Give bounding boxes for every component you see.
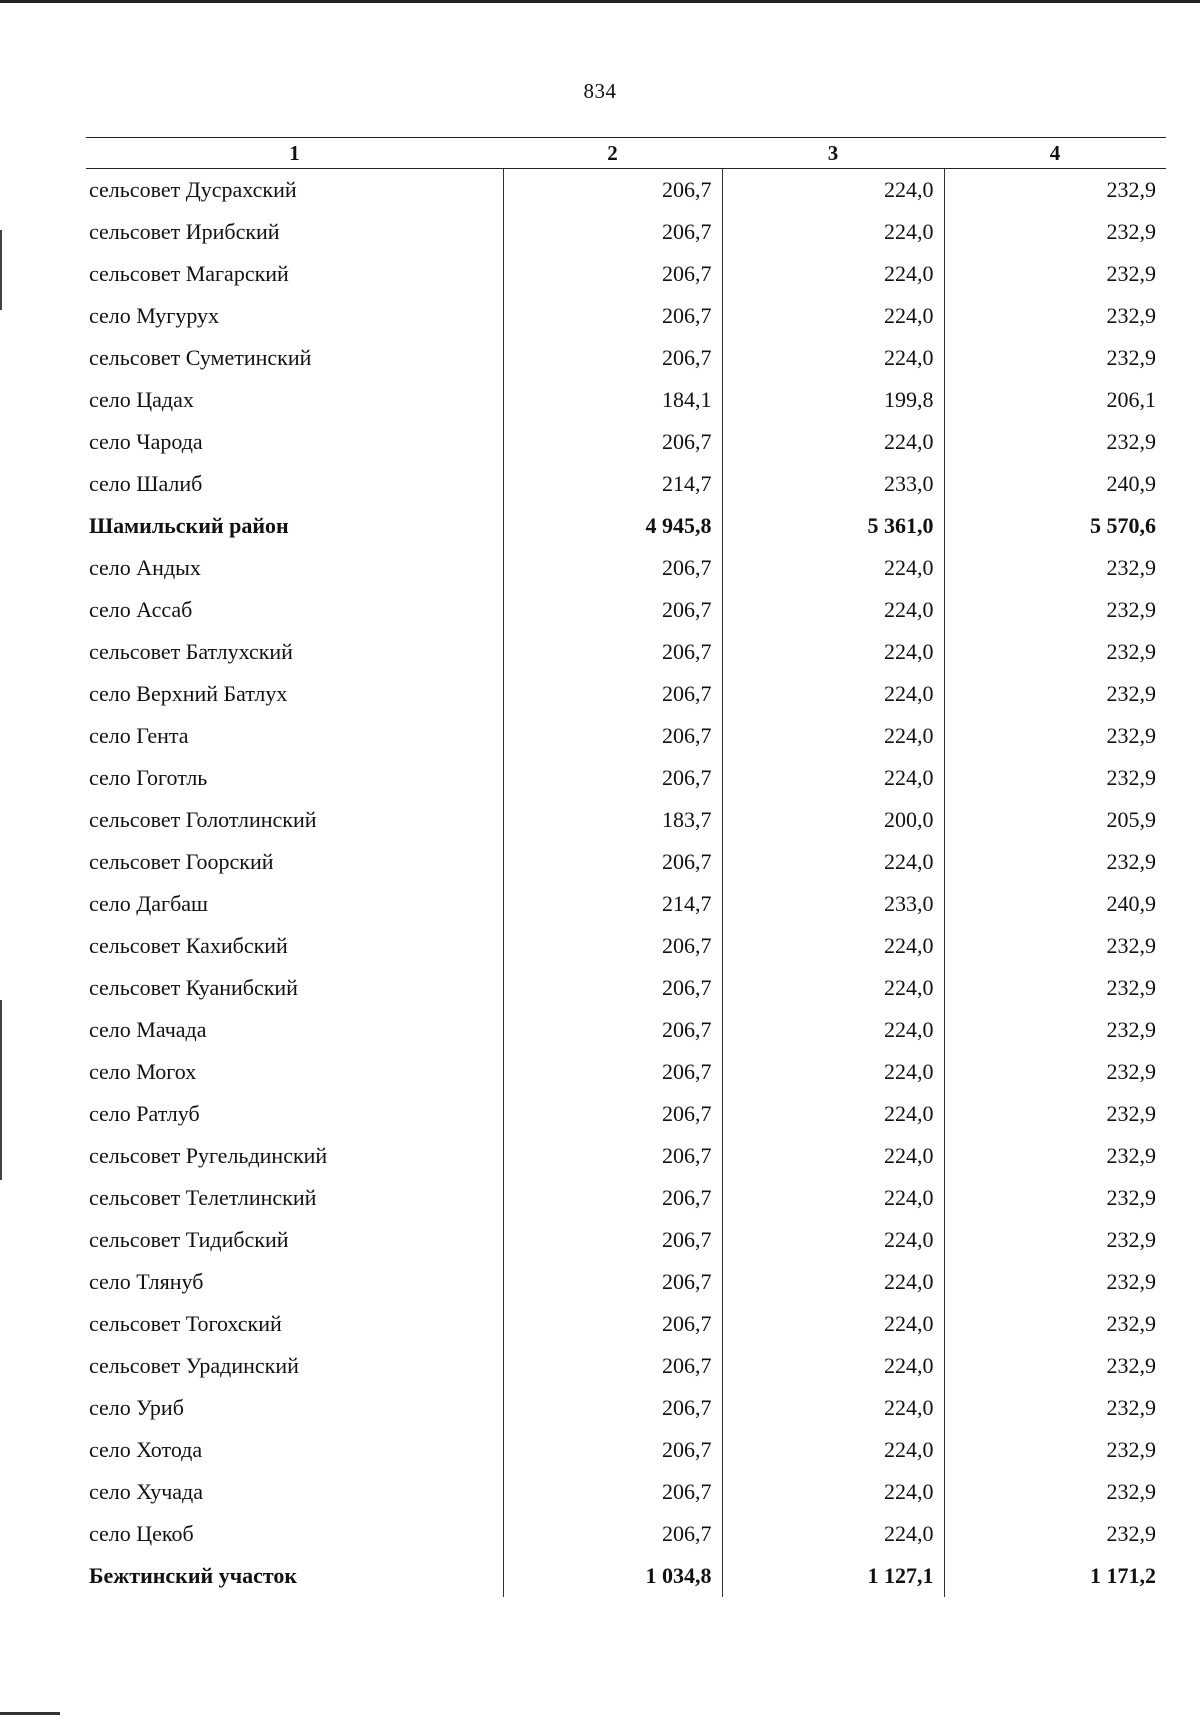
row-value-col3: 224,0: [722, 337, 944, 379]
row-value-col4: 232,9: [1106, 1521, 1156, 1546]
row-value-col4: 1 171,2: [1090, 1563, 1156, 1588]
row-value-col3: 224,0: [722, 925, 944, 967]
row-value-col3: 224,0: [722, 1303, 944, 1345]
row-value-col3: 224,0: [722, 1051, 944, 1093]
row-value-col2: 206,7: [503, 1429, 722, 1471]
scan-left-edge-mark: [0, 1000, 2, 1180]
row-name-cell: село Андых: [86, 547, 503, 589]
row-value-col2: 206,7: [503, 1387, 722, 1429]
row-value-col2: 214,7: [503, 463, 722, 505]
row-value-col3: 224,0: [722, 1093, 944, 1135]
row-value-col3: 224,0: [722, 295, 944, 337]
row-value-col2: 206,7: [503, 1303, 722, 1345]
row-value-col4: 232,9: [1106, 933, 1156, 958]
row-value-col4: 205,9: [1106, 807, 1156, 832]
table-row: [86, 1219, 1166, 1261]
row-name-cell: село Гоготль: [86, 757, 503, 799]
table-row: [86, 1009, 1166, 1051]
row-name-cell: село Хотода: [86, 1429, 503, 1471]
table-row: [86, 1261, 1166, 1303]
row-value-col4: 232,9: [1106, 1143, 1156, 1168]
scan-bottom-edge-mark: [0, 1712, 60, 1715]
row-value-col4: 232,9: [1106, 219, 1156, 244]
table-row: [86, 1303, 1166, 1345]
row-value-col3: 233,0: [722, 463, 944, 505]
table-row: [86, 253, 1166, 295]
row-value-col4: 240,9: [1106, 891, 1156, 916]
row-value-col3: 224,0: [722, 1219, 944, 1261]
row-value-col4: 206,1: [1106, 387, 1156, 412]
row-value-col4: 232,9: [1106, 345, 1156, 370]
row-name-cell: село Уриб: [86, 1387, 503, 1429]
table-row: [86, 631, 1166, 673]
row-value-col2: 206,7: [503, 421, 722, 463]
row-value-col3: 224,0: [722, 757, 944, 799]
row-name-cell: сельсовет Магарский: [86, 253, 503, 295]
row-name-cell: село Могох: [86, 1051, 503, 1093]
row-name-cell: село Шалиб: [86, 463, 503, 505]
scan-top-edge-line: [0, 0, 1200, 3]
row-value-col2: 206,7: [503, 337, 722, 379]
row-value-col4: 232,9: [1106, 1353, 1156, 1378]
row-value-col2: 214,7: [503, 883, 722, 925]
row-value-col3: 224,0: [722, 589, 944, 631]
row-name-cell: село Ратлуб: [86, 1093, 503, 1135]
row-value-col3: 224,0: [722, 169, 944, 212]
table-subtotal-row: [86, 1555, 1166, 1597]
row-value-col4: 232,9: [1106, 1311, 1156, 1336]
row-value-col4: 232,9: [1106, 261, 1156, 286]
table-row: [86, 337, 1166, 379]
column-header: 3: [722, 138, 944, 169]
data-table: [86, 137, 1166, 1597]
row-value-col4: 232,9: [1106, 639, 1156, 664]
row-value-col3: 224,0: [722, 1345, 944, 1387]
row-value-col4: 232,9: [1106, 1437, 1156, 1462]
row-name-cell: сельсовет Тогохский: [86, 1303, 503, 1345]
table-row: [86, 589, 1166, 631]
row-value-col2: 184,1: [503, 379, 722, 421]
row-value-col4: 232,9: [1106, 1227, 1156, 1252]
row-value-col2: 1 034,8: [503, 1555, 722, 1597]
row-value-col4: 232,9: [1106, 723, 1156, 748]
table-row: [86, 421, 1166, 463]
row-name-cell: сельсовет Тидибский: [86, 1219, 503, 1261]
row-value-col3: 199,8: [722, 379, 944, 421]
row-name-cell: сельсовет Дусрахский: [86, 169, 503, 212]
row-value-col2: 206,7: [503, 1471, 722, 1513]
row-value-col3: 224,0: [722, 1177, 944, 1219]
table-row: [86, 1429, 1166, 1471]
row-value-col3: 224,0: [722, 1429, 944, 1471]
row-name-cell: сельсовет Голотлинский: [86, 799, 503, 841]
row-value-col2: 206,7: [503, 1009, 722, 1051]
column-header: 2: [503, 138, 722, 169]
row-value-col4: 232,9: [1106, 1101, 1156, 1126]
row-value-col4: 232,9: [1106, 849, 1156, 874]
row-value-col2: 206,7: [503, 967, 722, 1009]
row-value-col4: 232,9: [1106, 1269, 1156, 1294]
table-row: [86, 463, 1166, 505]
row-value-col3: 224,0: [722, 967, 944, 1009]
column-header: 1: [86, 138, 503, 169]
row-value-col3: 224,0: [722, 631, 944, 673]
row-value-col4: 232,9: [1106, 1017, 1156, 1042]
row-value-col2: 206,7: [503, 589, 722, 631]
row-name-cell: сельсовет Кахибский: [86, 925, 503, 967]
row-value-col4: 5 570,6: [1090, 513, 1156, 538]
row-value-col3: 5 361,0: [722, 505, 944, 547]
row-value-col3: 224,0: [722, 841, 944, 883]
row-value-col3: 224,0: [722, 1135, 944, 1177]
row-value-col4: 232,9: [1106, 1059, 1156, 1084]
row-name-cell: Бежтинский участок: [86, 1555, 503, 1597]
table-row: [86, 211, 1166, 253]
row-name-cell: сельсовет Ругельдинский: [86, 1135, 503, 1177]
row-value-col3: 224,0: [722, 1009, 944, 1051]
row-value-col2: 206,7: [503, 631, 722, 673]
table-row: [86, 379, 1166, 421]
column-header: 4: [944, 138, 1166, 169]
row-value-col2: 183,7: [503, 799, 722, 841]
table-row: [86, 295, 1166, 337]
row-value-col2: 206,7: [503, 673, 722, 715]
row-value-col2: 206,7: [503, 1513, 722, 1555]
row-value-col3: 224,0: [722, 1261, 944, 1303]
row-value-col2: 206,7: [503, 925, 722, 967]
row-value-col2: 206,7: [503, 841, 722, 883]
row-name-cell: село Мугурух: [86, 295, 503, 337]
table-row: [86, 1471, 1166, 1513]
row-name-cell: сельсовет Батлухский: [86, 631, 503, 673]
row-value-col4: 232,9: [1106, 1395, 1156, 1420]
row-name-cell: сельсовет Суметинский: [86, 337, 503, 379]
table-row: [86, 841, 1166, 883]
row-name-cell: село Тлянуб: [86, 1261, 503, 1303]
row-value-col3: 200,0: [722, 799, 944, 841]
row-value-col2: 206,7: [503, 253, 722, 295]
row-value-col2: 206,7: [503, 715, 722, 757]
row-value-col4: 232,9: [1106, 975, 1156, 1000]
row-value-col2: 206,7: [503, 1093, 722, 1135]
row-value-col4: 232,9: [1106, 1185, 1156, 1210]
table-row: [86, 673, 1166, 715]
row-value-col2: 206,7: [503, 169, 722, 212]
row-value-col3: 224,0: [722, 421, 944, 463]
row-value-col3: 224,0: [722, 547, 944, 589]
row-name-cell: Шамильский район: [86, 505, 503, 547]
row-name-cell: село Цадах: [86, 379, 503, 421]
row-value-col4: 232,9: [1106, 555, 1156, 580]
row-name-cell: село Дагбаш: [86, 883, 503, 925]
row-value-col3: 224,0: [722, 211, 944, 253]
row-value-col2: 4 945,8: [503, 505, 722, 547]
table-body: [86, 169, 1166, 1598]
row-value-col3: 224,0: [722, 715, 944, 757]
table-row: [86, 715, 1166, 757]
row-value-col3: 224,0: [722, 253, 944, 295]
row-value-col3: 224,0: [722, 1471, 944, 1513]
row-value-col4: 240,9: [1106, 471, 1156, 496]
row-value-col2: 206,7: [503, 1177, 722, 1219]
row-name-cell: сельсовет Урадинский: [86, 1345, 503, 1387]
table-row: [86, 547, 1166, 589]
row-name-cell: сельсовет Куанибский: [86, 967, 503, 1009]
table-row: [86, 799, 1166, 841]
table-row: [86, 1051, 1166, 1093]
row-name-cell: село Чарода: [86, 421, 503, 463]
table-row: [86, 925, 1166, 967]
row-value-col2: 206,7: [503, 295, 722, 337]
row-value-col2: 206,7: [503, 757, 722, 799]
table-header-row: [86, 138, 1166, 169]
table-row: [86, 1177, 1166, 1219]
row-value-col2: 206,7: [503, 1135, 722, 1177]
row-name-cell: село Ассаб: [86, 589, 503, 631]
row-value-col2: 206,7: [503, 1051, 722, 1093]
row-value-col4: 232,9: [1106, 177, 1156, 202]
row-name-cell: сельсовет Телетлинский: [86, 1177, 503, 1219]
table-row: [86, 1345, 1166, 1387]
row-value-col2: 206,7: [503, 211, 722, 253]
row-value-col2: 206,7: [503, 1219, 722, 1261]
row-value-col2: 206,7: [503, 547, 722, 589]
row-value-col4: 232,9: [1106, 429, 1156, 454]
page-number: 834: [583, 79, 617, 103]
row-value-col4: 232,9: [1106, 681, 1156, 706]
row-value-col3: 233,0: [722, 883, 944, 925]
row-name-cell: сельсовет Гоорский: [86, 841, 503, 883]
table-row: [86, 1093, 1166, 1135]
scan-left-edge-mark: [0, 230, 2, 310]
table-row: [86, 169, 1166, 212]
row-name-cell: село Верхний Батлух: [86, 673, 503, 715]
table-row: [86, 1387, 1166, 1429]
data-table-container: [86, 137, 1166, 1597]
row-name-cell: сельсовет Ирибский: [86, 211, 503, 253]
row-name-cell: село Цекоб: [86, 1513, 503, 1555]
row-value-col4: 232,9: [1106, 765, 1156, 790]
row-name-cell: село Гента: [86, 715, 503, 757]
table-row: [86, 1135, 1166, 1177]
table-row: [86, 1513, 1166, 1555]
row-name-cell: село Хучада: [86, 1471, 503, 1513]
row-name-cell: село Мачада: [86, 1009, 503, 1051]
row-value-col4: 232,9: [1106, 1479, 1156, 1504]
row-value-col2: 206,7: [503, 1261, 722, 1303]
row-value-col2: 206,7: [503, 1345, 722, 1387]
table-row: [86, 757, 1166, 799]
row-value-col3: 224,0: [722, 673, 944, 715]
table-row: [86, 883, 1166, 925]
row-value-col3: 224,0: [722, 1387, 944, 1429]
row-value-col3: 1 127,1: [722, 1555, 944, 1597]
table-subtotal-row: [86, 505, 1166, 547]
row-value-col4: 232,9: [1106, 597, 1156, 622]
table-row: [86, 967, 1166, 1009]
row-value-col4: 232,9: [1106, 303, 1156, 328]
row-value-col3: 224,0: [722, 1513, 944, 1555]
